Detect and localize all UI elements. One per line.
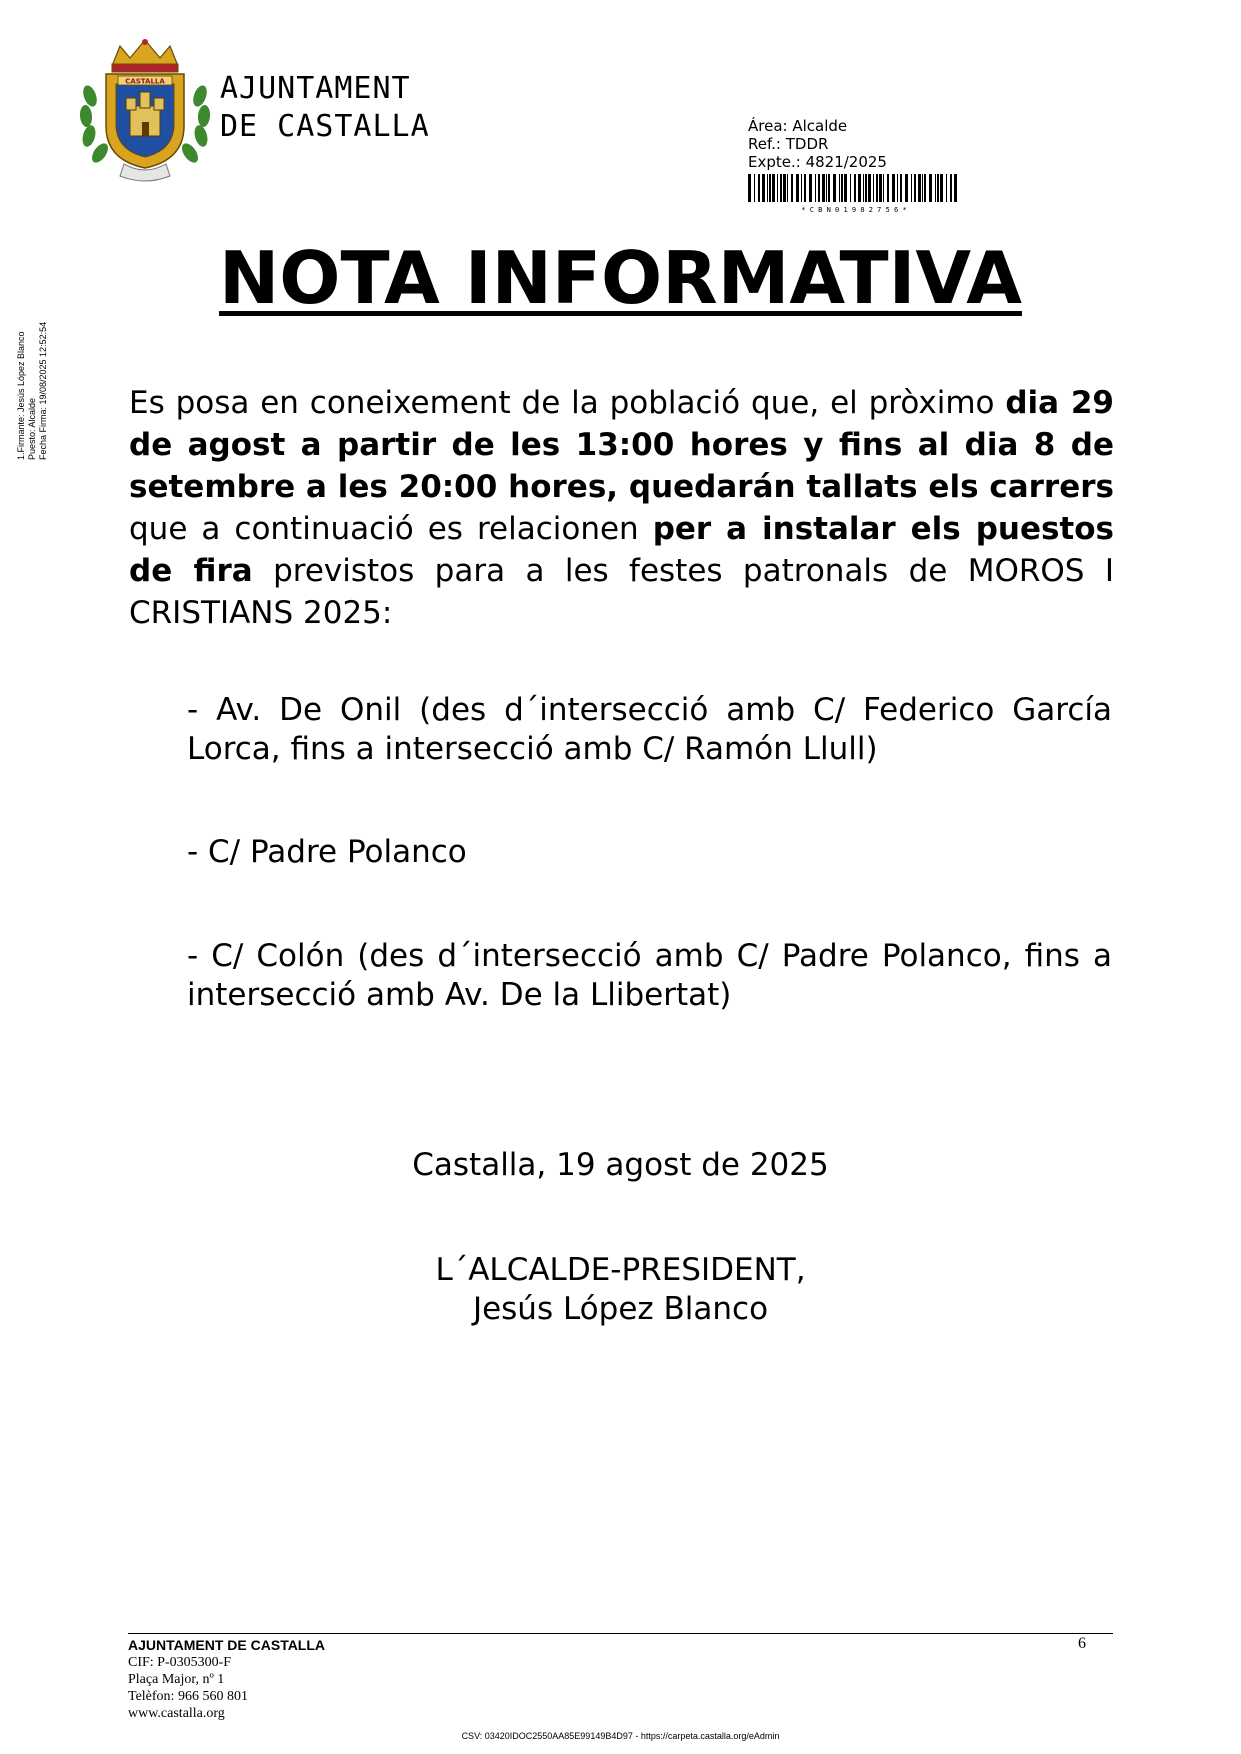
barcode-bar <box>767 174 768 202</box>
footer-address: Plaça Major, nº 1 <box>128 1672 225 1687</box>
barcode-bar <box>900 174 902 202</box>
barcode-bar <box>940 174 943 202</box>
paragraph-end: previstos para a les festes patronals de MOROS I CRISTIANS 2025: <box>129 553 1114 631</box>
stamp-position: Puesto: Alcalde <box>27 397 37 460</box>
barcode <box>748 174 960 214</box>
barcode-text: * C B N 0 1 9 8 2 7 5 6 * <box>801 206 907 214</box>
reference-block <box>748 117 887 171</box>
barcode-bar <box>828 174 830 202</box>
crest-label: CASTALLA <box>125 77 165 86</box>
notice-paragraph <box>129 382 1114 634</box>
footer-cif: CIF: P-0305300-F <box>128 1655 232 1670</box>
barcode-bar <box>804 174 806 202</box>
barcode-bar <box>815 174 816 202</box>
barcode-bar <box>769 174 771 202</box>
barcode-bar <box>946 174 947 202</box>
street-item: - C/ Colón (des d´intersecció amb C/ Padre Polanco, fins a intersecció amb Av. De la Llibertat) <box>187 938 1112 1013</box>
barcode-bar <box>801 174 802 202</box>
barcode-bar <box>826 174 827 202</box>
street-item: - C/ Padre Polanco <box>187 834 467 870</box>
barcode-bar <box>863 174 864 202</box>
barcode-bar <box>918 174 921 202</box>
barcode-bar <box>787 174 788 202</box>
barcode-bar <box>772 174 775 202</box>
barcode-bar <box>854 174 856 202</box>
page-number: 6 <box>1078 1635 1086 1652</box>
barcode-bar <box>783 174 786 202</box>
barcode-bar <box>887 174 889 202</box>
barcode-bar <box>796 174 799 202</box>
barcode-bar <box>839 174 840 202</box>
barcode-bar <box>892 174 895 202</box>
ref-label: Ref.: TDDR <box>748 135 829 153</box>
barcode-bar <box>809 174 812 202</box>
barcode-bar <box>818 174 820 202</box>
place-date: Castalla, 19 agost de 2025 <box>412 1147 829 1183</box>
barcode-bar <box>879 174 882 202</box>
barcode-bar <box>950 174 952 202</box>
barcode-bar <box>754 174 755 202</box>
barcode-bar <box>858 174 861 202</box>
stamp-date: Fecha Firma: 19/08/2025 12:52:54 <box>38 321 48 460</box>
csv-verification: CSV: 03420IDOC2550AA85E99149B4D97 - https://carpeta.castalla.org/eAdmin <box>461 1731 780 1741</box>
area-label: Área: Alcalde <box>748 117 848 135</box>
barcode-bar <box>780 174 782 202</box>
barcode-bar <box>937 174 939 202</box>
barcode-bar <box>833 174 836 202</box>
barcode-bar <box>929 174 932 202</box>
org-name-line1: AJUNTAMENT <box>220 71 411 106</box>
page-title-text: NOTA INFORMATIVA <box>219 236 1022 320</box>
barcode-bar <box>868 174 871 202</box>
barcode-bar <box>935 174 936 202</box>
barcode-bar <box>924 174 926 202</box>
barcode-bar <box>897 174 898 202</box>
barcode-bar <box>844 174 847 202</box>
org-name-line2: DE CASTALLA <box>220 109 430 144</box>
paragraph-dates: dia 29 de agost a partir de les 13:00 hores y fins al dia 8 de setembre a les 20:00 hores, quedarán tallats els carrers <box>129 385 1114 505</box>
barcode-bar <box>758 174 760 202</box>
footer-contact <box>128 1637 325 1722</box>
barcode-bar <box>822 174 825 202</box>
barcode-bar <box>850 174 851 202</box>
signature-stamp <box>16 322 49 460</box>
footer-org: AJUNTAMENT DE CASTALLA <box>128 1637 326 1653</box>
barcode-bar <box>873 174 874 202</box>
barcode-bar <box>841 174 843 202</box>
barcode-bar <box>922 174 923 202</box>
barcode-bar <box>748 174 751 202</box>
footer-phone: Telèfon: 966 560 801 <box>128 1689 248 1704</box>
barcode-bar <box>777 174 778 202</box>
barcode-bar <box>876 174 878 202</box>
signer-title: L´ALCALDE-PRESIDENT, <box>435 1252 806 1288</box>
barcode-bar <box>911 174 912 202</box>
barcode-bar <box>865 174 867 202</box>
coat-of-arms-logo <box>76 36 214 184</box>
organization-name <box>220 70 430 146</box>
barcode-bar <box>954 174 957 202</box>
barcode-bar <box>762 174 765 202</box>
footer-divider <box>128 1633 1113 1634</box>
footer-web: www.castalla.org <box>128 1706 225 1721</box>
expte-label: Expte.: 4821/2025 <box>748 153 887 171</box>
paragraph-purpose: per a instalar els puestos de fira <box>129 511 1115 589</box>
stamp-signer: 1.Firmante: Jesús López Blanco <box>16 331 26 460</box>
barcode-bar <box>905 174 908 202</box>
barcode-bar <box>791 174 793 202</box>
barcode-bar <box>883 174 884 202</box>
street-item: - Av. De Onil (des d´intersecció amb C/ Federico García Lorca, fins a intersecció amb C/ Ramón Llull) <box>187 692 1112 767</box>
barcode-bar <box>914 174 916 202</box>
paragraph-middle: que a continuació es relacionen <box>129 511 653 547</box>
paragraph-intro: Es posa en coneixement de la població que, el pròximo <box>129 385 1006 421</box>
signer-name: Jesús López Blanco <box>472 1291 769 1327</box>
page-title <box>0 236 1241 320</box>
